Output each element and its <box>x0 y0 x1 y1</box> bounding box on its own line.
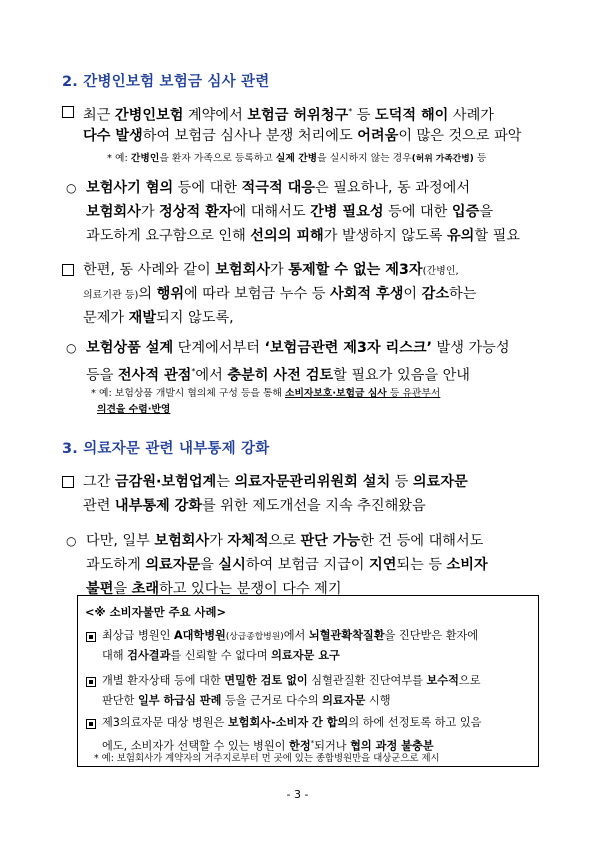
section2-c1-line3: 과도하게 요구함으로 인해 선의의 피해가 발생하지 않도록 유의할 필요 <box>86 228 520 244</box>
section2-c2-line2: 등을 전사적 관점*에서 충분히 사전 검토할 필요가 있음을 안내 <box>86 367 471 384</box>
case-2-line1: 개별 환자상태 등에 대한 면밀한 검토 없이 심혈관질환 진단여부를 보수적으로 <box>102 674 481 687</box>
circle-bullet-icon: ○ <box>66 341 77 355</box>
section2-p1-line1: 최근 간병인보험 계약에서 보험금 허위청구* 등 도덕적 해이 사례가 <box>83 107 495 124</box>
section2-c2-line1: 보험상품 설계 단계에서부터 ‘보험금관련 제3자 리스크’ 발생 가능성 <box>86 340 510 356</box>
section2-p2-line1: 한편, 동 사례와 같이 보험회사가 통제할 수 없는 제3자(간병인, <box>83 262 459 278</box>
section2-note2: * 예: 보험상품 개발시 협의체 구성 등을 통해 소비자보호·보험금 심사 등 유관부서 <box>91 388 441 399</box>
case-3-line1: 제3의료자문 대상 병원은 보험회사-소비자 간 합의의 하에 선정토록 하고 있음 <box>102 716 482 729</box>
page-number: - 3 - <box>286 788 309 801</box>
section2-p1-line2: 다수 발생하여 보험금 심사나 분쟁 처리에도 어려움이 많은 것으로 파악 <box>83 128 522 144</box>
case-1-line2: 대해 검사결과를 신뢰할 수 없다며 의료자문 요구 <box>102 649 340 662</box>
section2-note1: * 예: 간병인을 환자 가족으로 등록하고 실제 간병을 실시하지 않는 경우(허위 가족간병) 등 <box>107 153 487 164</box>
cases-title: <※ 소비자불만 주요 사례> <box>85 605 227 619</box>
checkbox-bullet-icon <box>86 719 96 729</box>
checkbox-bullet-icon <box>86 677 96 687</box>
circle-bullet-icon: ○ <box>66 181 77 195</box>
section2-note2-cont: 의견을 수렴·반영 <box>97 404 171 415</box>
section2-p2-line3: 문제가 재발되지 않도록, <box>83 310 234 326</box>
section2-c1-line2: 보험회사가 정상적 환자에 대해서도 간병 필요성 등에 대한 입증을 <box>86 204 494 220</box>
section3-c1-line1: 다만, 일부 보험회사가 자체적으로 판단 가능한 건 등에 대해서도 <box>86 533 484 549</box>
checkbox-bullet-icon <box>86 632 96 642</box>
square-bullet-icon <box>62 106 74 118</box>
consumer-complaint-cases-box <box>77 595 539 767</box>
section2-c1-line1: 보험사기 혐의 등에 대한 적극적 대응은 필요하나, 동 과정에서 <box>86 180 471 196</box>
section-2-heading: 2. 간병인보험 보험금 심사 관련 <box>62 74 270 90</box>
circle-bullet-icon: ○ <box>66 534 77 548</box>
cases-note: * 예: 보험회사가 계약자의 거주지로부터 먼 곳에 있는 종합병원만을 대상군으로 제시 <box>94 753 440 764</box>
square-bullet-icon <box>62 476 74 488</box>
section3-c1-line3: 불편을 초래하고 있다는 분쟁이 다수 제기 <box>86 581 342 597</box>
section3-p1-line1: 그간 금감원·보험업계는 의료자문관리위원회 설치 등 의료자문 <box>83 474 468 490</box>
section3-p1-line2: 관련 내부통제 강화를 위한 제도개선을 지속 추진해왔음 <box>83 498 426 514</box>
section3-c1-line2: 과도하게 의료자문을 실시하여 보험금 지급이 지연되는 등 소비자 <box>86 557 488 573</box>
square-bullet-icon <box>62 264 74 276</box>
case-2-line2: 판단한 일부 하급심 판례 등을 근거로 다수의 의료자문 시행 <box>102 694 391 707</box>
section-3-heading: 3. 의료자문 관련 내부통제 강화 <box>62 441 270 457</box>
section2-p2-line2: 의료기관 등)의 행위에 따라 보험금 누수 등 사회적 후생이 감소하는 <box>83 286 477 302</box>
case-1-line1: 최상급 병원인 A대학병원(상급종합병원)에서 뇌혈관확착질환을 진단받은 환자에 <box>102 629 479 642</box>
case-3-line2: 에도, 소비자가 선택할 수 있는 병원이 한정*되거나 협의 과정 불충분 <box>102 739 434 753</box>
